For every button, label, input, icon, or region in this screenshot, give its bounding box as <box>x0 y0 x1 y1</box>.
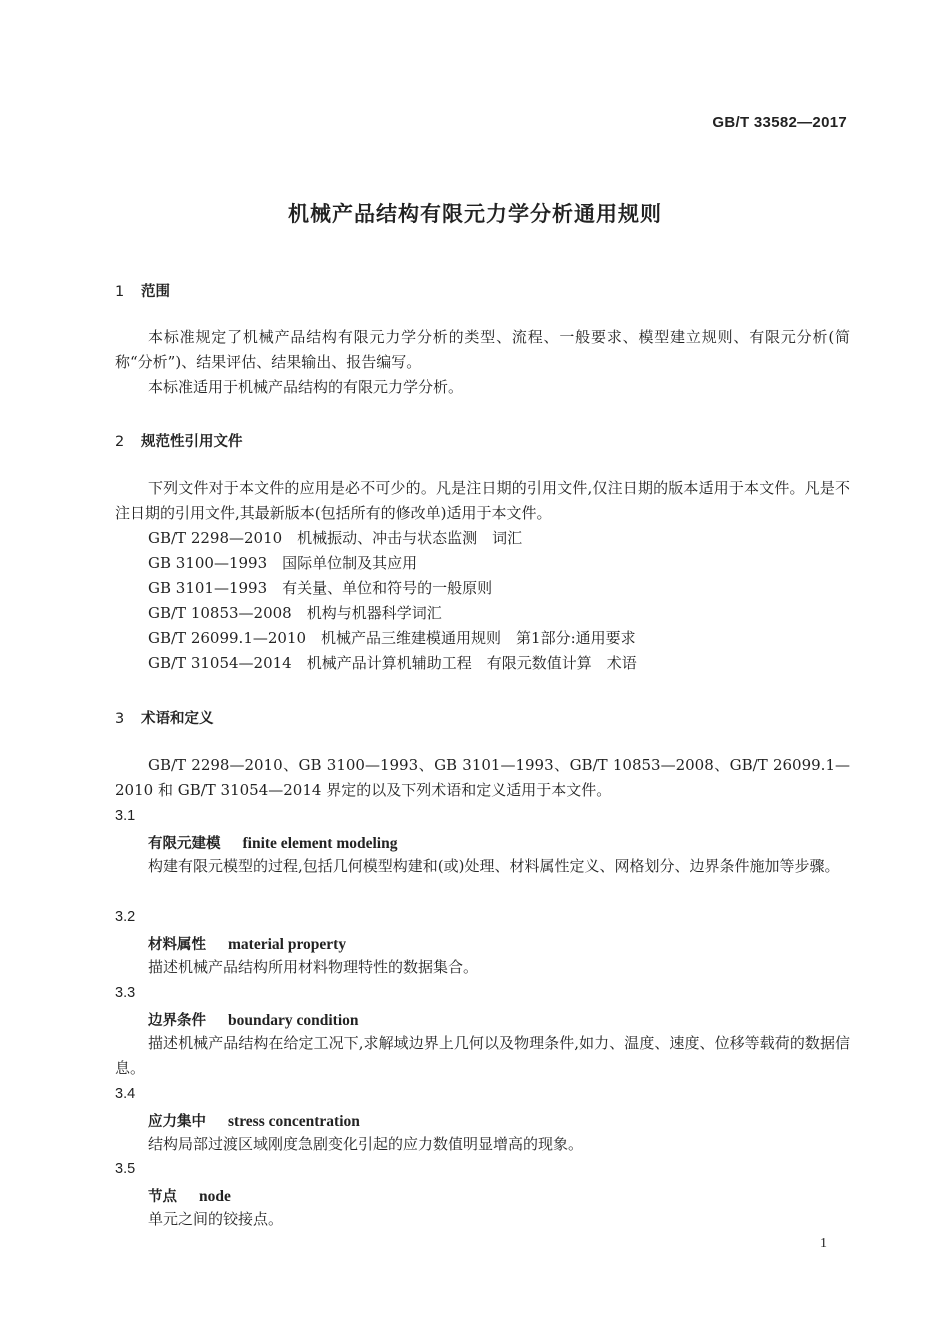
term-definition: 结构局部过渡区域刚度急剧变化引起的应力数值明显增高的现象。 <box>148 1135 584 1153</box>
term-heading <box>148 1110 360 1131</box>
term-definition: 描述机械产品结构在给定工况下,求解域边界上几何以及物理条件,如力、温度、速度、位移等载荷的数据信息。 <box>115 1034 850 1077</box>
section-title: 术语和定义 <box>141 711 214 727</box>
term-zh: 节点 <box>148 1189 177 1205</box>
section-number: 1 <box>115 284 125 300</box>
paragraph: 本标准适用于机械产品结构的有限元力学分析。 <box>148 378 464 396</box>
term-en: material property <box>228 936 347 953</box>
term-zh: 应力集中 <box>148 1114 206 1130</box>
paragraph: GB/T 2298—2010、GB 3100—1993、GB 3101—1993、GB/T 10853—2008、GB/T 26099.1—2010 和 GB/T 31054—2014 界定的以及下列术语和定义适用于本文件。 <box>115 756 850 799</box>
term-en: boundary condition <box>228 1012 359 1029</box>
term-number: 3.1 <box>115 808 136 824</box>
reference-item: GB/T 10853—2008 机构与机器科学词汇 <box>148 604 442 622</box>
term-en: finite element modeling <box>242 835 398 852</box>
section-2-heading <box>115 430 243 451</box>
term-definition: 构建有限元模型的过程,包括几何模型构建和(或)处理、材料属性定义、网格划分、边界条件施加等步骤。 <box>148 857 840 875</box>
term-definition: 描述机械产品结构所用材料物理特性的数据集合。 <box>148 958 479 976</box>
term-heading <box>148 1009 359 1030</box>
paragraph: 下列文件对于本文件的应用是必不可少的。凡是注日期的引用文件,仅注日期的版本适用于本文件。凡是不注日期的引用文件,其最新版本(包括所有的修改单)适用于本文件。 <box>115 479 850 522</box>
term-zh: 边界条件 <box>148 1013 206 1029</box>
term-heading <box>148 832 397 853</box>
term-en: stress concentration <box>228 1113 360 1130</box>
term-number: 3.4 <box>115 1086 136 1102</box>
term-heading <box>148 1185 231 1206</box>
term-number: 3.5 <box>115 1161 136 1177</box>
section-title: 规范性引用文件 <box>141 434 243 450</box>
reference-item: GB/T 2298—2010 机械振动、冲击与状态监测 词汇 <box>148 529 523 547</box>
section-1-heading <box>115 280 170 301</box>
term-number: 3.2 <box>115 909 136 925</box>
reference-item: GB/T 31054—2014 机械产品计算机辅助工程 有限元数值计算 术语 <box>148 654 637 672</box>
term-zh: 有限元建模 <box>148 836 221 852</box>
term-en: node <box>199 1188 231 1205</box>
reference-item: GB 3101—1993 有关量、单位和符号的一般原则 <box>148 579 493 597</box>
section-number: 3 <box>115 711 125 727</box>
section-3-heading <box>115 707 214 728</box>
section-number: 2 <box>115 434 125 450</box>
standard-code-header: GB/T 33582—2017 <box>712 114 847 131</box>
reference-item: GB 3100—1993 国际单位制及其应用 <box>148 554 418 572</box>
term-definition: 单元之间的铰接点。 <box>148 1210 284 1228</box>
term-number: 3.3 <box>115 985 136 1001</box>
page-number: 1 <box>820 1236 827 1251</box>
term-heading <box>148 933 346 954</box>
term-zh: 材料属性 <box>148 937 206 953</box>
paragraph: 本标准规定了机械产品结构有限元力学分析的类型、流程、一般要求、模型建立规则、有限元分析(简称“分析”)、结果评估、结果输出、报告编写。 <box>115 328 850 371</box>
reference-item: GB/T 26099.1—2010 机械产品三维建模通用规则 第1部分:通用要求 <box>148 629 636 647</box>
section-title: 范围 <box>141 284 170 300</box>
document-title: 机械产品结构有限元力学分析通用规则 <box>288 202 662 226</box>
